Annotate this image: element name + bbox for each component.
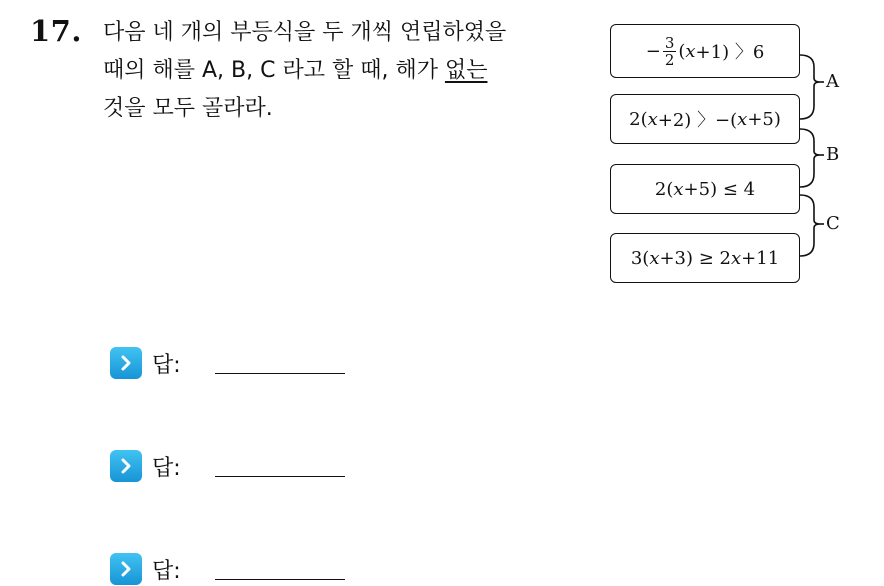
answer-blank-3[interactable]	[215, 579, 345, 580]
question-line-2	[103, 52, 583, 90]
ineq4-var2: x	[731, 247, 742, 269]
fraction	[663, 35, 677, 68]
ineq2-a: 2(	[629, 108, 648, 130]
label-B: B	[826, 144, 840, 165]
question-number: 17.	[30, 14, 82, 48]
fraction-denominator: 2	[664, 50, 675, 69]
ineq4-c: +11	[741, 247, 780, 269]
ineq1-rest: +1) 〉6	[695, 42, 765, 63]
chevron-right-icon	[110, 450, 142, 482]
inequality-diagram	[600, 22, 860, 292]
fraction-numerator: 3	[664, 33, 675, 52]
ineq1-open: (	[678, 40, 686, 62]
ineq2-var2: x	[737, 108, 748, 130]
inequality-box-1	[610, 24, 800, 78]
ineq3-b: +5) ≤ 4	[683, 178, 756, 200]
answer-label: 답:	[152, 352, 181, 378]
question-line-3: 것을 모두 골라라.	[103, 96, 273, 121]
chevron-right-icon	[110, 347, 142, 379]
answer-label: 답:	[152, 455, 181, 481]
ineq2-c: +5)	[747, 108, 781, 130]
question-line-1: 다음 네 개의 부등식을 두 개씩 연립하였을	[103, 20, 507, 45]
ineq2-b: +2) 〉−(	[657, 110, 738, 131]
chevron-right-icon	[110, 553, 142, 585]
ineq4-b: +3) ≥ 2	[659, 247, 732, 269]
ineq4-var1: x	[649, 247, 660, 269]
ineq1-var: x	[685, 40, 696, 62]
answer-blank-2[interactable]	[215, 476, 345, 477]
question-emphasis: 없는	[444, 58, 488, 83]
inequality-box-3	[610, 164, 800, 214]
label-A: A	[826, 71, 839, 92]
ineq4-a: 3(	[630, 247, 650, 269]
answer-row-3	[110, 553, 181, 585]
question-text	[103, 14, 583, 128]
answer-row-1	[110, 347, 181, 379]
ineq3-var1: x	[673, 178, 684, 200]
ineq1-sign: −	[645, 40, 661, 62]
answer-blank-1[interactable]	[215, 373, 345, 374]
bracket-C	[800, 195, 820, 256]
answer-row-2	[110, 450, 181, 482]
label-C: C	[826, 213, 840, 234]
answer-label: 답:	[152, 558, 181, 584]
bracket-B	[800, 129, 820, 187]
ineq3-a: 2(	[654, 178, 674, 200]
inequality-box-4	[610, 233, 800, 283]
inequality-box-2	[610, 94, 800, 144]
ineq2-var1: x	[647, 108, 658, 130]
bracket-A	[800, 55, 820, 119]
question-line-2-prefix: 때의 해를 A, B, C 라고 할 때, 해가	[103, 58, 445, 83]
